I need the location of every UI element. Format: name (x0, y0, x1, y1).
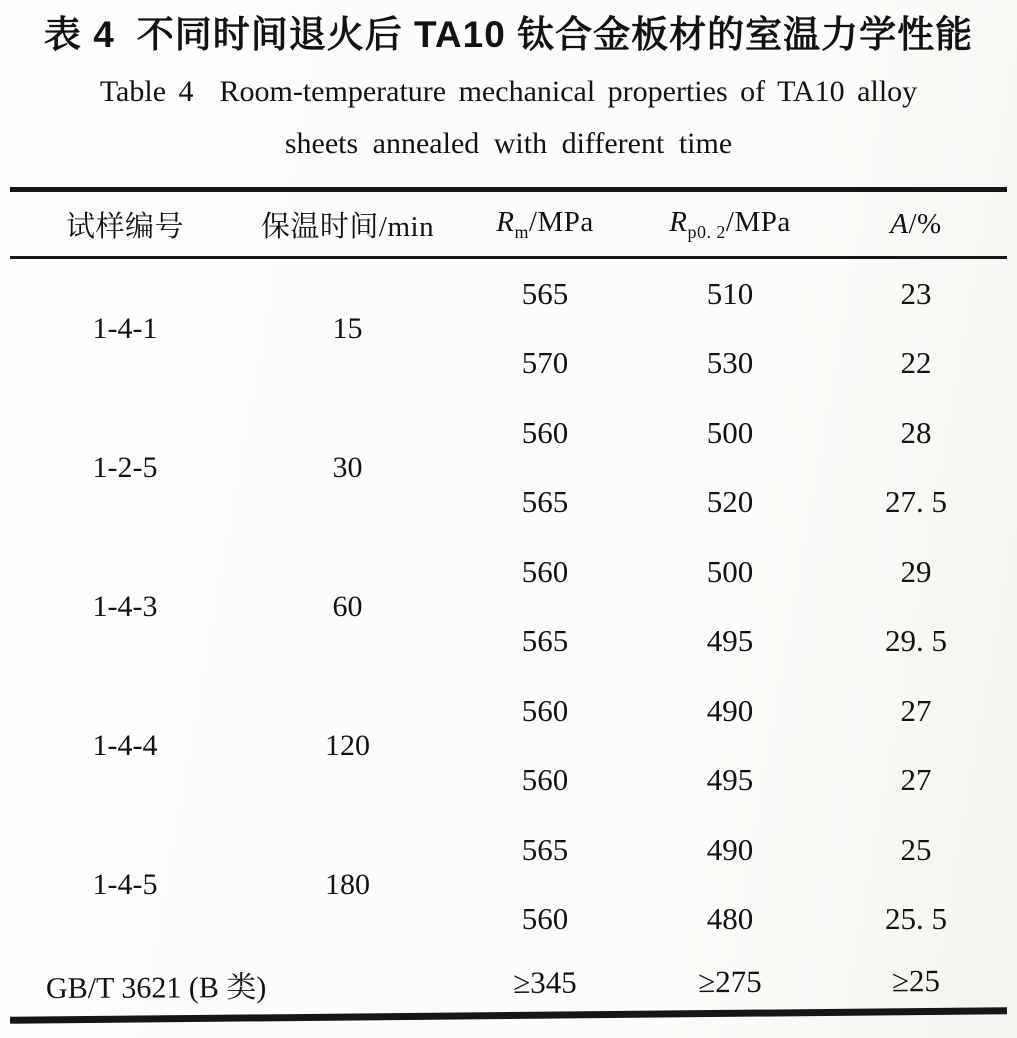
a-value: 22 (900, 345, 932, 381)
header-tensile-strength (455, 206, 635, 243)
header-holding-time: 保温时间/min (260, 210, 435, 243)
rm-value: 560 (521, 692, 569, 728)
table-title-english-line1 (0, 70, 1017, 114)
rp-value: 480 (706, 901, 754, 937)
rp-value: 490 (706, 692, 754, 728)
table-title-chinese (0, 10, 1017, 60)
rm-value: 565 (521, 831, 569, 867)
table-caption-chinese: 不同时间退火后 TA10 钛合金板材的室温力学性能 (136, 14, 974, 55)
a-value: 27 (900, 762, 932, 798)
standard-a-value: ≥25 (891, 963, 941, 999)
table-body (10, 259, 1007, 954)
sample-group-1-4-4 (10, 676, 1007, 815)
a-value: 28 (900, 414, 932, 450)
rp-value: 530 (706, 345, 754, 381)
rp-value: 490 (706, 831, 754, 867)
a-value: 25 (900, 831, 932, 867)
rm-value: 560 (521, 414, 569, 450)
header-elongation (825, 208, 1007, 241)
rm-value: 560 (521, 901, 569, 937)
header-sample-id: 试样编号 (65, 210, 184, 243)
standard-label: GB/T 3621 (B 类) (45, 971, 267, 1006)
table-header-row (10, 192, 1007, 256)
sample-id-cell: 1-2-5 (92, 450, 158, 484)
sample-id-cell: 1-4-5 (92, 867, 158, 901)
table-number-chinese: 表 4 (43, 14, 115, 55)
rm-value: 565 (521, 623, 569, 659)
a-value: 27 (900, 692, 932, 728)
a-unit: /% (908, 207, 942, 240)
rp-value: 520 (706, 484, 754, 520)
a-value: 23 (900, 275, 932, 311)
sample-group-1-4-1 (10, 259, 1007, 398)
rm-subscript: m (514, 221, 529, 242)
rp-value: 510 (706, 275, 754, 311)
rp-symbol: R (669, 205, 688, 238)
holding-time-cell: 120 (325, 728, 370, 762)
rp-subscript: p0. 2 (687, 221, 726, 242)
standard-row (10, 952, 1007, 1014)
holding-time-cell: 60 (332, 589, 363, 623)
holding-time-cell: 30 (332, 450, 363, 484)
a-value: 29. 5 (885, 623, 947, 659)
rm-value: 560 (521, 762, 569, 798)
rm-value: 570 (521, 345, 569, 381)
rp-value: 500 (706, 414, 754, 450)
standard-rm-value: ≥345 (513, 964, 577, 1000)
table-title-english-line2: sheets annealed with different time (284, 127, 733, 160)
a-value: 25. 5 (885, 901, 947, 937)
sample-group-1-4-5 (10, 815, 1007, 954)
rp-unit: /MPa (725, 205, 791, 238)
a-value: 27. 5 (885, 484, 947, 520)
rm-value: 565 (521, 275, 569, 311)
rm-value: 565 (521, 484, 569, 520)
rp-value: 495 (706, 623, 754, 659)
data-table (10, 187, 1007, 1019)
rm-value: 560 (521, 553, 569, 589)
sample-id-cell: 1-4-4 (92, 728, 158, 762)
header-yield-strength (635, 206, 825, 243)
sample-group-1-4-3 (10, 537, 1007, 676)
a-value: 29 (900, 553, 932, 589)
holding-time-cell: 180 (325, 867, 370, 901)
holding-time-cell: 15 (332, 311, 363, 345)
sample-id-cell: 1-4-3 (92, 589, 158, 623)
sample-id-cell: 1-4-1 (92, 311, 158, 345)
table-caption-english: Room-temperature mechanical properties of TA10 alloy (219, 75, 918, 108)
rm-unit: /MPa (528, 205, 594, 238)
table-number-english: Table 4 (99, 75, 194, 108)
standard-rp-value: ≥275 (698, 963, 762, 1000)
rm-symbol: R (496, 205, 515, 238)
rp-value: 495 (706, 762, 754, 798)
rp-value: 500 (706, 553, 754, 589)
sample-group-1-2-5 (10, 398, 1007, 537)
a-symbol: A (890, 207, 909, 240)
